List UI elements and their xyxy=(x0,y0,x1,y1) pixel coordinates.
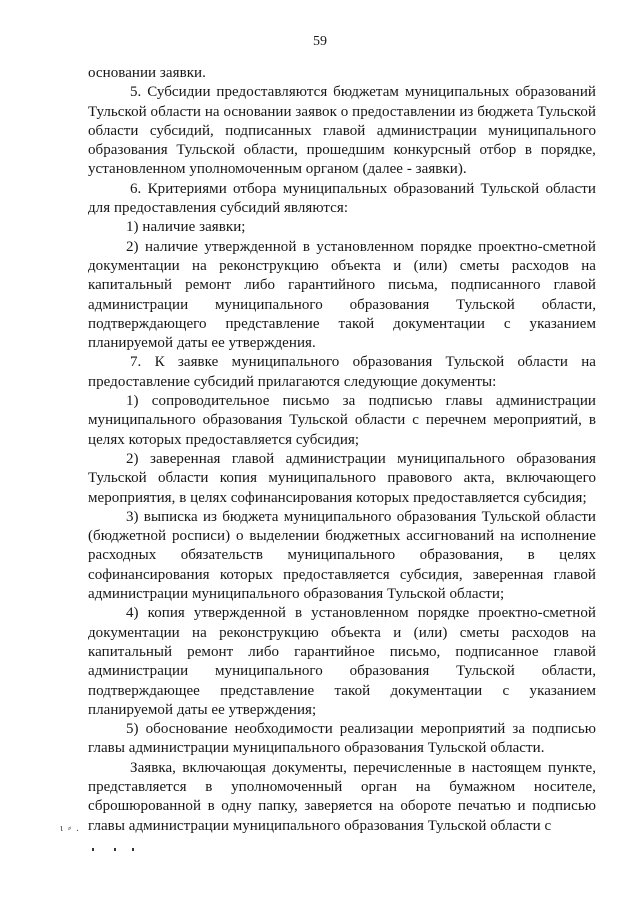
document-4: 4) копия утвержденной в установленном порядке проектно-сметной документации на реконструкцию объекта и (или) сметы расходов на капитальный ремонт либо гарантийное письмо, подписанное главой администрации муниципального образования Тульской области, подтверждающее представление такой документации с указанием планируемой даты ее утверждения; xyxy=(88,605,596,718)
document-3: 3) выписка из бюджета муниципального образования Тульской области (бюджетной росписи) о выделении бюджетных ассигнований на исполнение расходных обязательств муниципального образования, в целях софинансирования которых предоставляется субсидия, заверенная главой администрации муниципального образования Тульской области; xyxy=(88,508,596,603)
paragraph-item-6: 6. Критериями отбора муниципальных образований Тульской области для предоставления субсидий являются: xyxy=(88,180,596,217)
paragraph-item-5: 5. Субсидии предоставляются бюджетам муниципальных образований Тульской области на основании заявок о предоставлении из бюджета Тульской области субсидий, подписанных главой администрации муниципального образования Тульской области, прошедшим конкурсный отбор в порядке, установленном уполномоченным органом (далее - заявки). xyxy=(88,84,596,178)
paragraph-continuation: основании заявки. xyxy=(88,65,206,81)
document-5: 5) обоснование необходимости реализации мероприятий за подписью главы администрации муниципального образования Тульской области. xyxy=(88,721,596,757)
document-1: 1) сопроводительное письмо за подписью главы администрации муниципального образования Тульской области с перечнем мероприятий, в целях которых предоставляется субсидия; xyxy=(88,393,596,448)
page-number: 59 xyxy=(313,34,327,49)
margin-scan-mark: ι ⸗ . xyxy=(60,822,80,834)
document-body xyxy=(88,64,596,836)
document-2: 2) заверенная главой администрации муниципального образования Тульской области копия муниципального правового акта, включающего мероприятия, в целях софинансирования которых предоставляется субсидия; xyxy=(88,450,596,506)
cut-off-line-fragment xyxy=(88,846,148,852)
criterion-1: 1) наличие заявки; xyxy=(126,219,246,236)
paragraph-application-submission: Заявка, включающая документы, перечисленные в настоящем пункте, представляется в уполномоченный орган на бумажном носителе, сброшюрованной в одну папку, заверяется на обороте печатью и подписью главы администрации муниципального образования Тульской области с xyxy=(88,759,596,834)
criterion-2: 2) наличие утвержденной в установленном порядке проектно-сметной документации на реконструкцию объекта и (или) сметы расходов на капитальный ремонт либо гарантийного письма, подписанного главой администрации муниципального образования Тульской области, подтверждающего представление такой документации с указанием планируемой даты ее утверждения. xyxy=(88,238,596,352)
paragraph-item-7: 7. К заявке муниципального образования Тульской области на предоставление субсидий прилагаются следующие документы: xyxy=(88,354,596,390)
